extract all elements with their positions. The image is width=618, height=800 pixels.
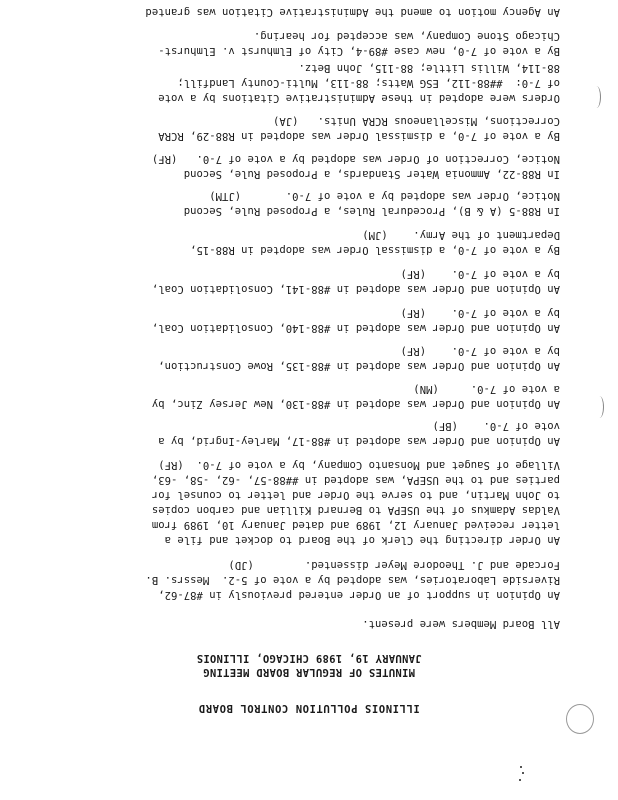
minutes-paragraph-14: An Agency motion to amend the Administrative Citation was granted [145,6,560,18]
minutes-paragraph-1: An Opinion in support of an Order entered previously in #87-62, Riverside Laboratories, was adopted by a vote of 5-2. Messrs. B. Forcade and J. Theodore Meyer dissented. (JD) [145,559,560,601]
minutes-paragraph-3: An Opinion and Order was adopted in #88-17, Marley-Ingrid, by a vote of 7-0. (BF) [158,420,560,447]
hole-punch-mark [566,704,594,734]
minutes-paragraph-11: By a vote of 7-0, a dismissal Order was adopted in R88-29, RCRA Corrections, Miscellaneous RCRA Units. (JA) [158,115,560,142]
minutes-paragraph-0: All Board Members were present. [362,618,560,630]
minutes-paragraph-13: By a vote of 7-0, new case #89-4, City of Elmhurst v. Elmhurst- Chicago Stone Company, was accepted for hearing. [158,30,560,57]
minutes-paragraph-2: An Order directing the Clerk of the Board to docket and file a letter received January 12, 1989 and dated January 10, 1989 from Valdas Adamkus of the USEPA to Bernard Killian and carbon copies to John Martin, and to serve the Order and letter to counsel for parties and to the USEPA, was adopted in ##88-57, -62, -58, -63, Village of Sauget and Monsanto Company, by a vote of 7-0. (RF) [151,459,560,546]
scan-speck [520,766,522,768]
page-title: MINUTES OF REGULAR BOARD MEETING [203,666,415,678]
scan-speck [522,772,524,774]
minutes-paragraph-6: An Opinion and Order was adopted in #88-140, Consolidation Coal, by a vote of 7-0. (RF) [151,307,560,334]
minutes-paragraph-5: An Opinion and Order was adopted in #88-135, Rowe Construction, by a vote of 7-0. (RF) [158,345,560,372]
minutes-paragraph-4: An Opinion and Order was adopted in #88-130, New Jersey Zinc, by a vote of 7-0. (MN) [151,383,560,410]
minutes-paragraph-7: An Opinion and Order was adopted in #88-141, Consolidation Coal, by a vote of 7-0. (RF) [151,268,560,295]
board-name: ILLINOIS POLLUTION CONTROL BOARD [198,702,420,714]
minutes-paragraph-8: By a vote of 7-0, a dismissal Order was adopted in R88-15, Department of the Army. (JM) [190,229,560,256]
hole-punch-mark [595,396,604,418]
scan-speck [519,779,521,781]
minutes-paragraph-12: Orders were adopted in these Administrative Citations by a vote of 7-0: ##88-112, ESG Watts; 88-113, Multi-County Landfill; 88-114, Willis Little; 88-115, John Betz. [158,62,560,104]
minutes-paragraph-9: In R88-5 (A & B), Procedural Rules, a Proposed Rule, Second Notice, Order was adopted by a vote of 7-0. (JTM) [183,190,560,217]
minutes-paragraph-10: In R88-22, Ammonia Water Standards, a Proposed Rule, Second Notice, Correction of Order was adopted by a vote of 7-0. (RF) [151,153,560,180]
meeting-date-place: JANUARY 19, 1989 CHICAGO, ILLINOIS [196,652,422,664]
hole-punch-mark [592,86,601,108]
